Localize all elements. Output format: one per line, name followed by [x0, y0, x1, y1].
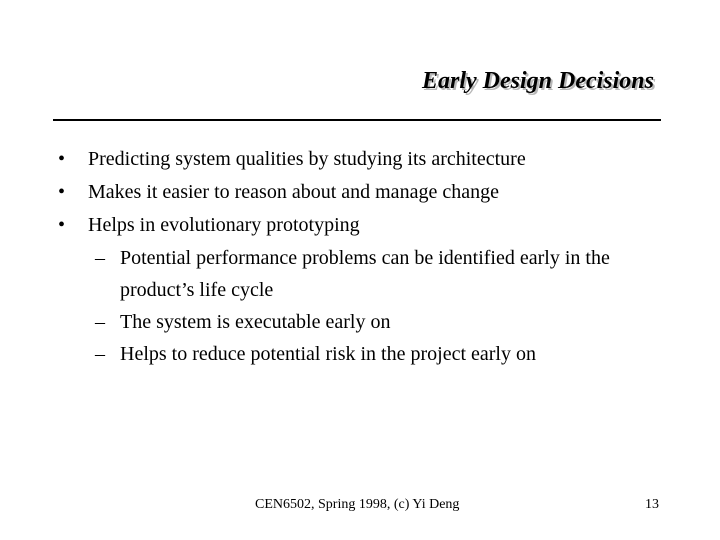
bullet-item — [0, 143, 720, 176]
sub-bullet-text: Helps to reduce potential risk in the project early on — [120, 343, 536, 365]
bullet-item — [0, 176, 720, 209]
sub-bullet-marker: – — [95, 311, 105, 333]
sub-bullet-item — [0, 242, 720, 306]
bullet-marker: • — [58, 181, 66, 203]
bullet-item — [0, 209, 720, 242]
title-divider — [53, 119, 661, 121]
page-number: 13 — [645, 497, 659, 512]
bullet-marker: • — [58, 148, 66, 170]
sub-bullet-text: The system is executable early on — [120, 311, 391, 333]
sub-bullet-item — [0, 338, 720, 370]
bullet-marker: • — [58, 214, 66, 236]
bullet-text: Predicting system qualities by studying its architecture — [88, 148, 526, 170]
sub-bullet-item — [0, 306, 720, 338]
slide-title: Early Design Decisions — [421, 68, 654, 94]
bullet-list — [0, 143, 720, 370]
sub-bullet-text: Potential performance problems can be identified early in the product’s life cycle — [120, 247, 610, 301]
sub-bullet-marker: – — [95, 247, 105, 269]
footer-text: CEN6502, Spring 1998, (c) Yi Deng — [255, 497, 460, 512]
sub-bullet-marker: – — [95, 343, 105, 365]
bullet-text: Makes it easier to reason about and manage change — [88, 181, 499, 203]
bullet-text: Helps in evolutionary prototyping — [88, 214, 360, 236]
